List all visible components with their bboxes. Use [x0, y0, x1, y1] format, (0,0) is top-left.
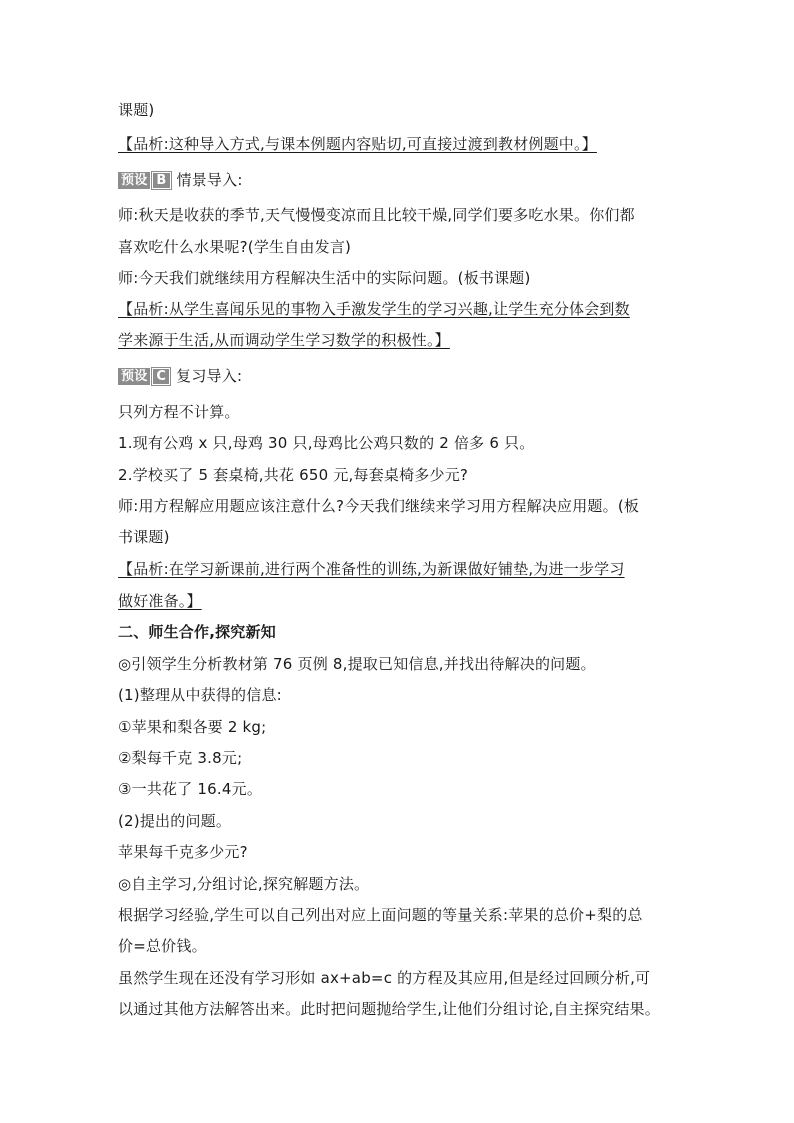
- text-line: 师:用方程解应用题应该注意什么?今天我们继续来学习用方程解决应用题。(板: [118, 497, 640, 515]
- analysis-note: 【品析:这种导入方式,与课本例题内容贴切,可直接过渡到教材例题中。】: [118, 135, 597, 153]
- text-line: 价=总价钱。: [118, 937, 207, 955]
- section-heading: 二、师生合作,探究新知: [118, 623, 276, 641]
- text-line: 课题): [118, 101, 155, 119]
- text-line: ◎引领学生分析教材第 76 页例 8,提取已知信息,并找出待解决的问题。: [118, 655, 596, 673]
- text-line: ①苹果和梨各要 2 kg;: [118, 718, 267, 736]
- preset-title: 复习导入:: [176, 367, 243, 385]
- text-line: 1.现有公鸡 x 只,母鸡 30 只,母鸡比公鸡只数的 2 倍多 6 只。: [118, 434, 535, 452]
- text-line: 根据学习经验,学生可以自己列出对应上面问题的等量关系:苹果的总价+梨的总: [118, 906, 643, 924]
- analysis-note: 【品析:从学生喜闻乐见的事物入手激发学生的学习兴趣,让学生充分体会到数: [118, 300, 630, 318]
- text-line: (2)提出的问题。: [118, 812, 232, 830]
- preset-tag: [118, 172, 171, 189]
- analysis-note: 【品析:在学习新课前,进行两个准备性的训练,为新课做好铺垫,为进一步学习: [118, 560, 625, 578]
- text-line: 书课题): [118, 528, 170, 546]
- text-line: ◎自主学习,分组讨论,探究解题方法。: [118, 875, 370, 893]
- preset-c-heading: [118, 365, 242, 387]
- text-line: 虽然学生现在还没有学习形如 ax+ab=c 的方程及其应用,但是经过回顾分析,可: [118, 969, 651, 987]
- text-line: 师:今天我们就继续用方程解决生活中的实际问题。(板书课题): [118, 269, 531, 287]
- preset-tag: [118, 368, 170, 385]
- preset-b-heading: [118, 169, 243, 191]
- preset-tag-label: 预设: [118, 368, 150, 385]
- text-line: (1)整理从中获得的信息:: [118, 686, 282, 704]
- preset-title: 情景导入:: [176, 171, 243, 189]
- analysis-note: 做好准备。】: [118, 592, 202, 610]
- preset-tag-letter: C: [152, 368, 170, 385]
- text-line: 以通过其他方法解答出来。此时把问题抛给学生,让他们分组讨论,自主探究结果。: [118, 1000, 660, 1018]
- text-line: 只列方程不计算。: [118, 403, 240, 421]
- text-line: ②梨每千克 3.8元;: [118, 749, 243, 767]
- text-line: 苹果每千克多少元?: [118, 843, 248, 861]
- analysis-note: 学来源于生活,从而调动学生学习数学的积极性。】: [118, 331, 450, 349]
- preset-tag-label: 预设: [118, 172, 150, 189]
- text-line: 喜欢吃什么水果呢?(学生自由发言): [118, 238, 352, 256]
- text-line: 2.学校买了 5 套桌椅,共花 650 元,每套桌椅多少元?: [118, 466, 469, 484]
- text-line: ③一共花了 16.4元。: [118, 780, 263, 798]
- preset-tag-letter: B: [152, 172, 170, 189]
- text-line: 师:秋天是收获的季节,天气慢慢变凉而且比较干燥,同学们要多吃水果。你们都: [118, 206, 635, 224]
